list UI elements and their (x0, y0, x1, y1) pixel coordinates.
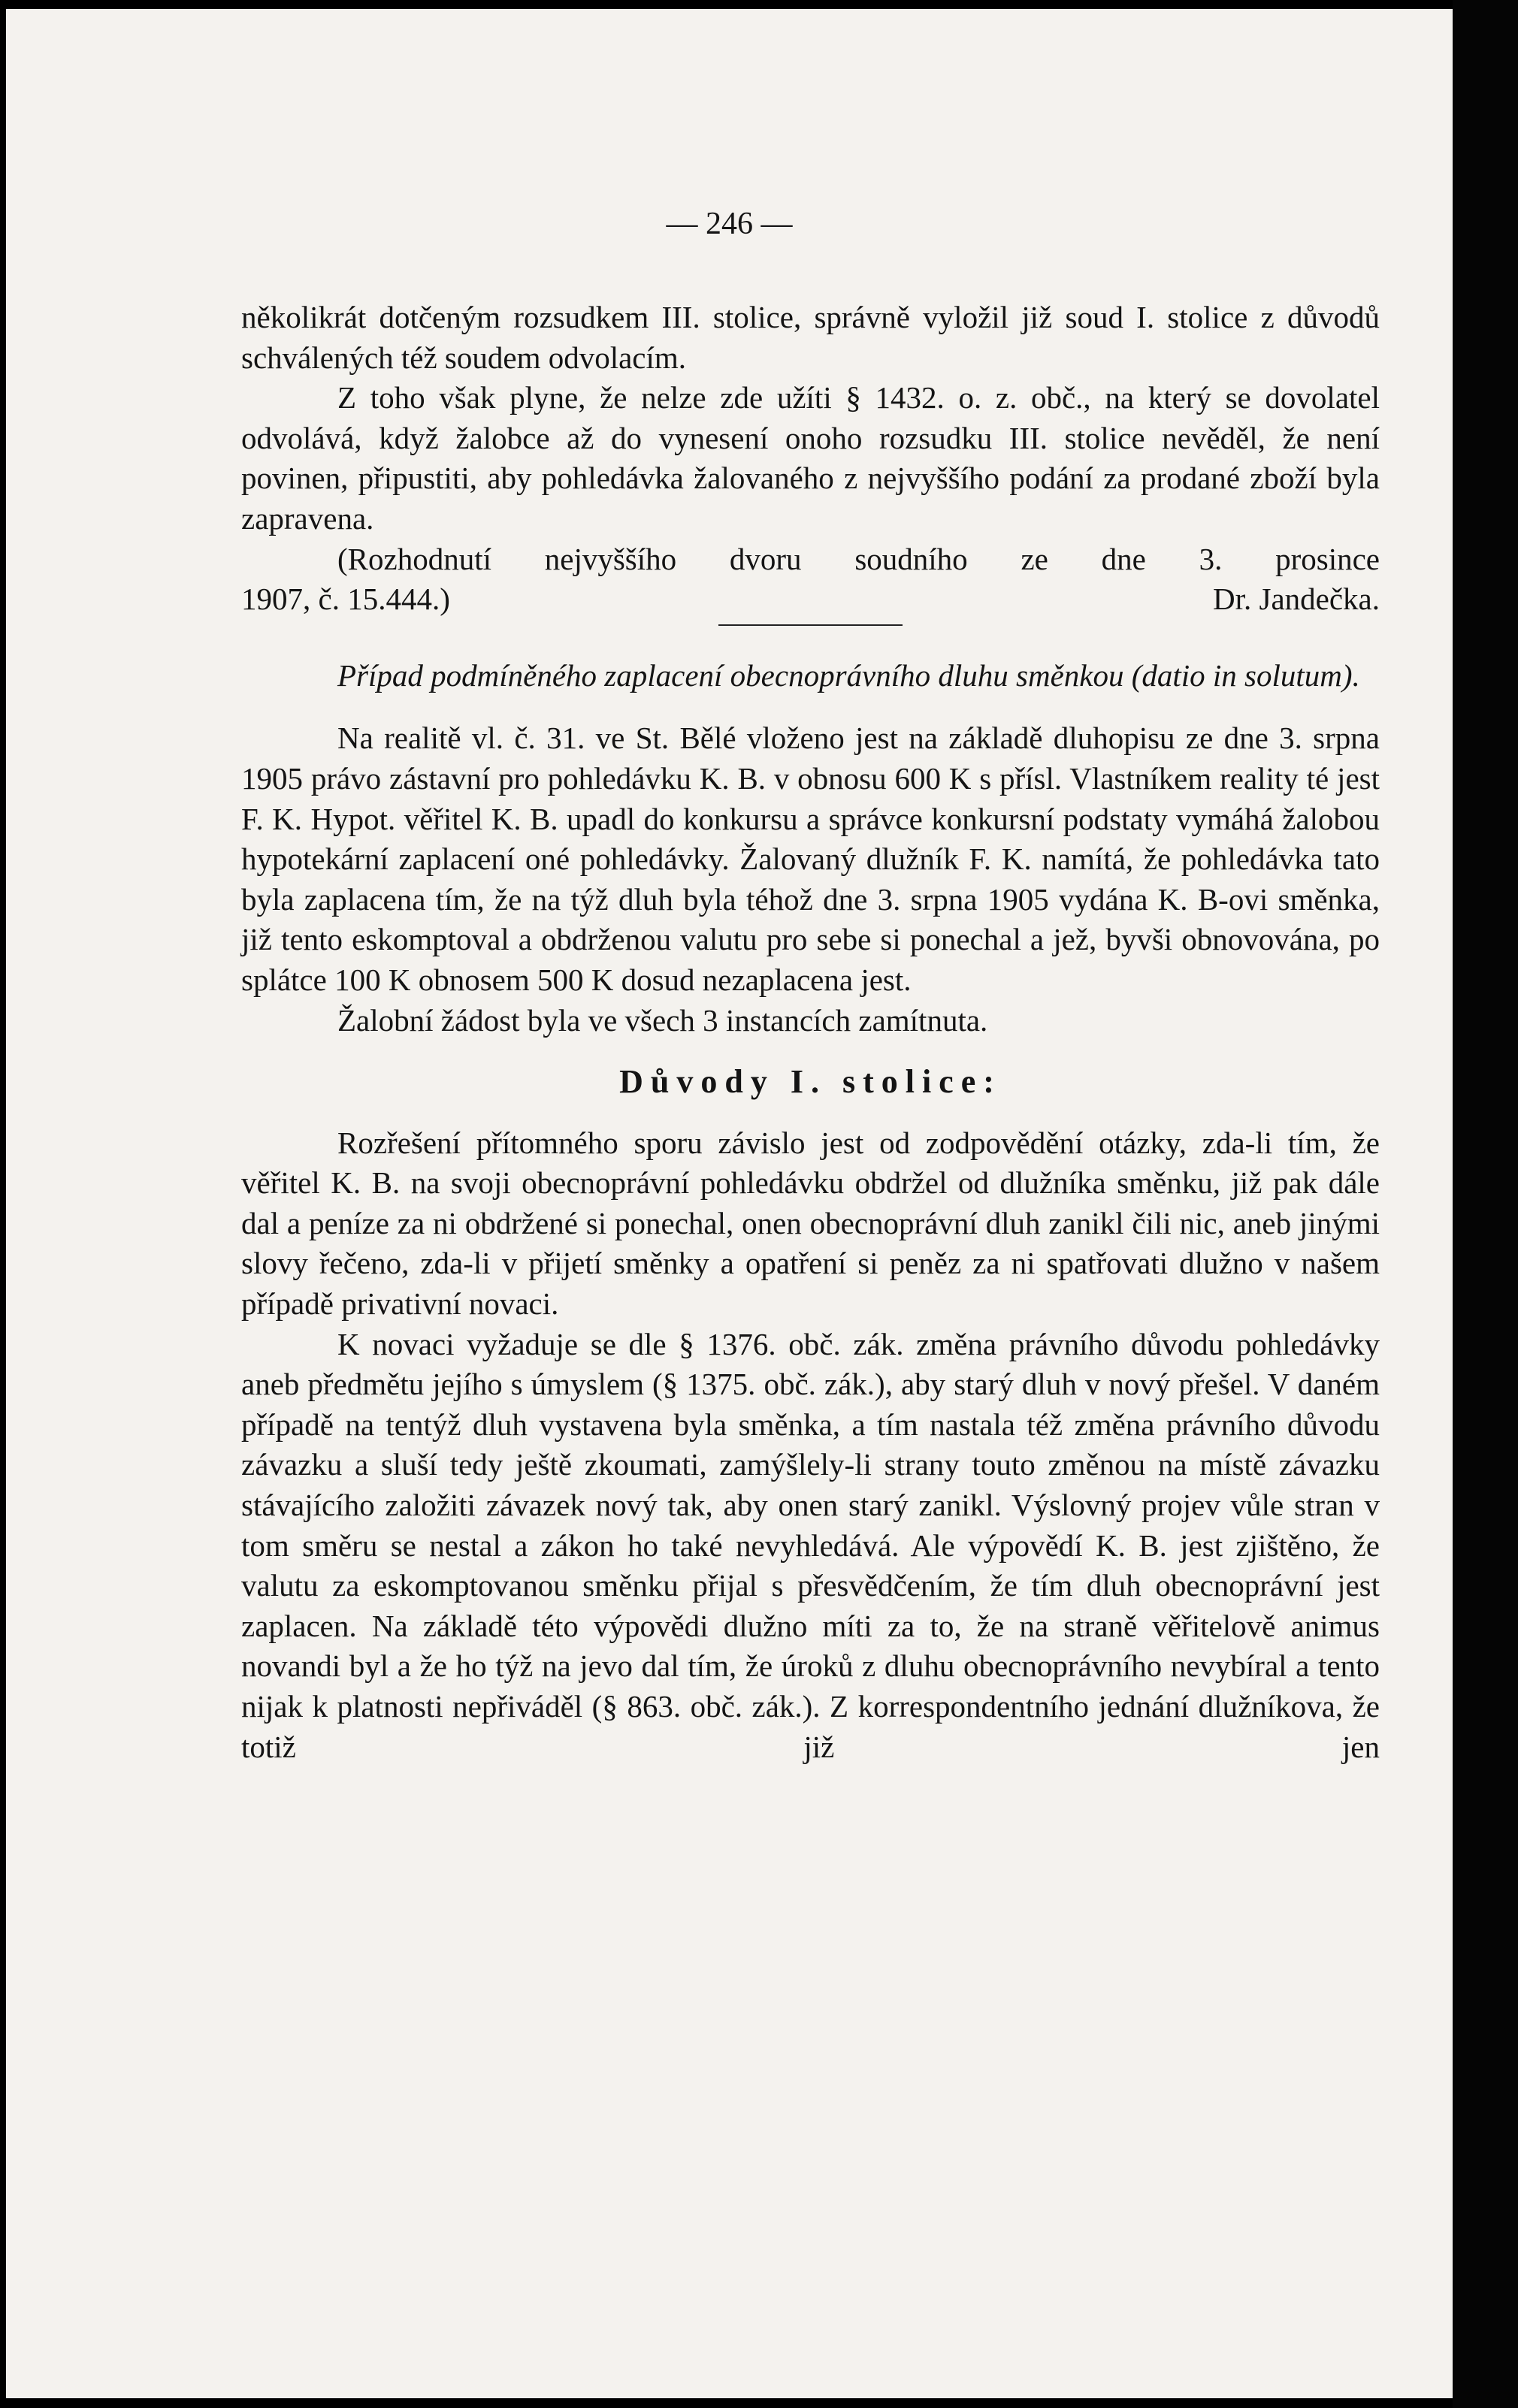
paragraph: Z toho však plyne, že nelze zde užíti § 1432. o. z. obč., na který se dovolatel odvolává, když žalobce až do vynesení onoho rozsudku III. stolice nevěděl, že není povinen, připustiti, aby pohledávka žalovaného z nejvyššího podání za prodané zboží byla zapravena. (241, 380, 1380, 536)
paragraph: Rozřešení přítomného sporu závislo jest od zodpovědění otázky, zda-li tím, že věřitel K. B. na svoji obecnoprávní pohledávku obdržel od dlužníka směnku, již pak dále dal a peníze za ni obdržené si ponechal, onen obecnoprávní dluh zanikl čili nic, aneb jinými slovy řečeno, zda-li v přijetí směnky a opatření si peněz za ni spatřovati dlužno v našem případě privativní novaci. (241, 1125, 1380, 1322)
paragraph: Žalobní žádost byla ve všech 3 instancích zamítnuta. (337, 1002, 988, 1038)
case-title: Případ podmíněného zaplacení obecnoprávního dluhu směnkou (datio in solutum). (337, 657, 1360, 693)
page-text (241, 298, 1380, 1767)
section-heading: Důvody I. stolice: (619, 1063, 1002, 1101)
decision-citation: (Rozhodnutí nejvyššího dvoru soudního ze dne 3. prosince (337, 541, 1380, 576)
citation-signature-row (241, 579, 1380, 620)
scan-border (1453, 0, 1518, 2408)
decision-citation-end: 1907, č. 15.444.) (241, 582, 450, 617)
paragraph: několikrát dotčeným rozsudkem III. stolice, správně vyložil již soud I. stolice z důvodů schválených též soudem odvolacím. (241, 300, 1380, 375)
page-number: — 246 — (666, 207, 793, 241)
paragraph: K novaci vyžaduje se dle § 1376. obč. zák. změna právního důvodu pohledávky aneb předmětu jejího s úmyslem (§ 1375. obč. zák.), aby starý dluh v nový přešel. V daném případě na tentýž dluh vystavena byla směnka, a tím nastala též změna právního důvodu závazku a sluší tedy ještě zkoumati, zamýšlely-li strany touto změnou na místě závazku stávajícího založiti závazek nový tak, aby onen starý zanikl. Výslovný projev vůle stran v tom směru se nestal a zákon ho také nevyhledává. Ale výpovědí K. B. jest zjištěno, že valutu za eskomptovanou směnku přijal s přesvědčením, že tím dluh obecnoprávní jest zaplacen. Na základě této výpovědi dlužno míti za to, že na straně věřitelově animus novandi byl a že ho týž na jevo dal tím, že úroků z dluhu obecnoprávního nevybíral a tento nijak k platnosti nepřiváděl (§ 863. obč. zák.). Z korrespondentního jednání dlužníkova, že totiž již jen (241, 1326, 1380, 1764)
signature: Dr. Jandečka. (1213, 582, 1380, 617)
book-page (6, 9, 1453, 2398)
paragraph: Na realitě vl. č. 31. ve St. Bělé vloženo jest na základě dluhopisu ze dne 3. srpna 1905 právo zástavní pro pohledávku K. B. v obnosu 600 K s přísl. Vlastníkem reality té jest F. K. Hypot. věřitel K. B. upadl do konkursu a správce konkursní podstaty vymáhá žalobou hypotekární zaplacení oné pohledávky. Žalovaný dlužník F. K. namítá, že pohledávka tato byla zaplacena tím, že na týž dluh byla téhož dne 3. srpna 1905 vydána K. B-ovi směnka, již tento eskomptoval a obdrženou valutu pro sebe si ponechal a jež, byvši obnovována, po splátce 100 K obnosem 500 K dosud nezaplacena jest. (241, 721, 1380, 997)
section-divider (718, 624, 903, 626)
